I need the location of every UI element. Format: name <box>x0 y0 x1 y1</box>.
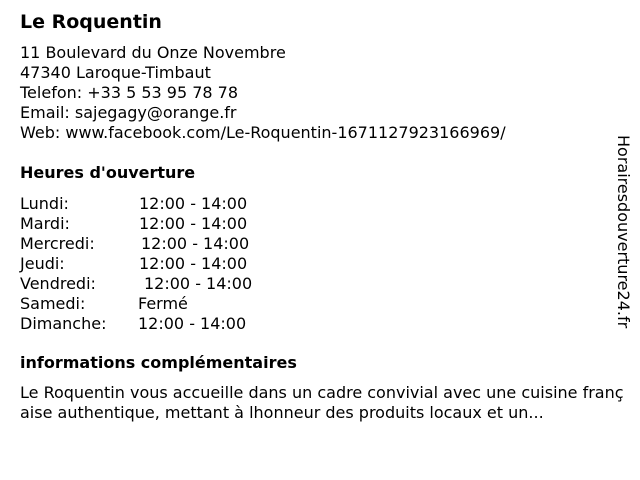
site-watermark: Horairesdouverture24.fr <box>614 135 633 329</box>
address-street: 11 Boulevard du Onze Novembre <box>20 43 286 62</box>
hours-row-saturday <box>20 294 320 314</box>
hours-row-thursday <box>20 254 320 274</box>
day-hours: 12:00 - 14:00 <box>139 254 248 273</box>
day-label: Jeudi: <box>20 254 65 273</box>
hours-row-sunday <box>20 314 320 334</box>
day-hours: 12:00 - 14:00 <box>144 274 253 293</box>
opening-hours-heading: Heures d'ouverture <box>20 163 196 182</box>
hours-row-monday <box>20 194 320 214</box>
business-description: Le Roquentin vous accueille dans un cadre convivial avec une cuisine française authentique, mettant à lhonneur des produits locaux et un... <box>20 383 624 422</box>
day-label: Dimanche: <box>20 314 107 333</box>
business-name: Le Roquentin <box>20 11 162 33</box>
contact-block <box>20 43 506 143</box>
hours-row-wednesday <box>20 234 320 254</box>
day-label: Lundi: <box>20 194 69 213</box>
hours-row-tuesday <box>20 214 320 234</box>
day-label: Mardi: <box>20 214 70 233</box>
day-label: Vendredi: <box>20 274 96 293</box>
additional-info-heading: informations complémentaires <box>20 353 297 372</box>
phone-number[interactable]: Telefon: +33 5 53 95 78 78 <box>20 83 239 102</box>
day-label: Samedi: <box>20 294 86 313</box>
hours-row-friday <box>20 274 320 294</box>
day-hours: 12:00 - 14:00 <box>139 214 248 233</box>
day-hours: 12:00 - 14:00 <box>139 194 248 213</box>
day-hours: Fermé <box>138 294 188 313</box>
address-city: 47340 Laroque-Timbaut <box>20 63 211 82</box>
opening-hours-table <box>20 194 320 334</box>
website-link[interactable]: Web: www.facebook.com/Le-Roquentin-1671127923166969/ <box>20 123 506 142</box>
email-address[interactable]: Email: sajegagy@orange.fr <box>20 103 237 122</box>
day-hours: 12:00 - 14:00 <box>141 234 250 253</box>
day-label: Mercredi: <box>20 234 95 253</box>
day-hours: 12:00 - 14:00 <box>138 314 247 333</box>
